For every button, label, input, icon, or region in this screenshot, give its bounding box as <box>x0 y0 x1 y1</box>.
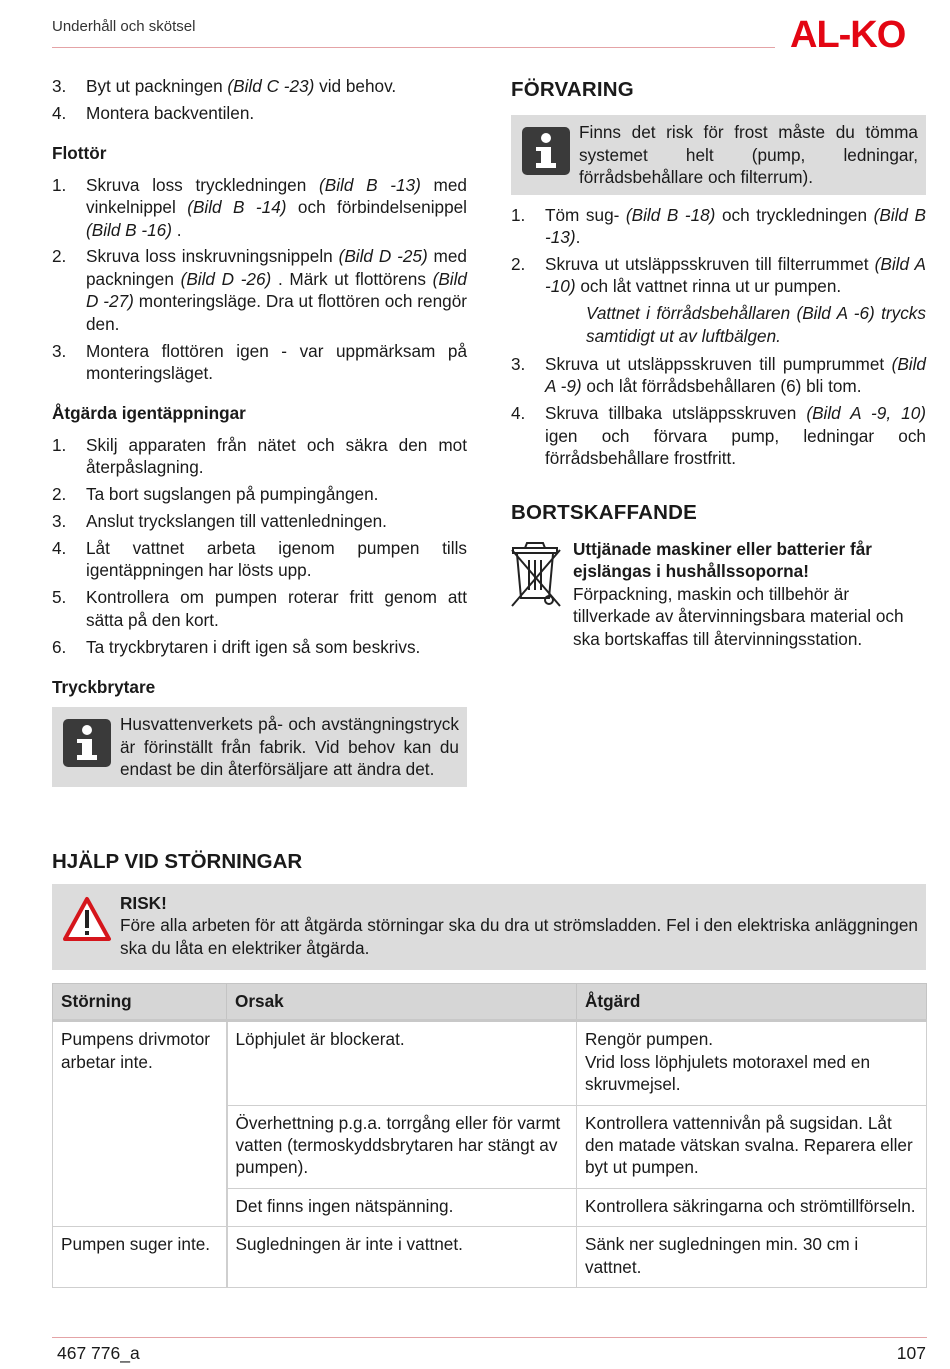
atgarda-steps <box>52 434 467 658</box>
list-item: 5. Kontrollera om pumpen roterar fritt genom att sätta på den kort. <box>52 587 467 630</box>
alko-logo <box>790 14 930 52</box>
list-item: 4. Skruva tillbaka utsläppsskruven (Bild A -9, 10) igen och förvara pump, ledningar och förrådsbehållare frostfritt. <box>511 403 926 469</box>
svg-text:AL-KO: AL-KO <box>790 14 906 52</box>
column-header: Åtgärd <box>577 984 927 1021</box>
troubleshooting-table <box>52 983 927 1288</box>
column-header: Orsak <box>227 984 577 1021</box>
page-number: 107 <box>896 1343 926 1363</box>
table-cell: Kontrollera vattennivån på sugsidan. Låt den matade vätskan svalna. Reparera eller byt ut pumpen. <box>577 1105 927 1188</box>
risk-warning <box>52 884 926 970</box>
flottor-steps <box>52 174 467 385</box>
table-cell: Pumpen suger inte. <box>53 1227 227 1288</box>
indented-note: Vattnet i förrådsbehållaren (Bild A -6) trycks samtidigt ut av luftbälgen. <box>586 303 926 346</box>
list-item: 4. Låt vattnet arbeta igenom pumpen tills igentäppningen har lösts upp. <box>52 537 467 581</box>
warning-icon <box>62 896 112 942</box>
document-number: 467 776_a <box>57 1343 140 1363</box>
subheading-flottor: Flottör <box>52 143 107 164</box>
table-header-row <box>53 984 927 1021</box>
risk-text: Före alla arbeten för att åtgärda störningar ska du dra ut strömsladden. Fel i den elektriska anläggningen ska du låta en elektriker åtgärda. <box>120 915 918 958</box>
heading-hjalp: HJÄLP VID STÖRNINGAR <box>52 850 303 873</box>
list-item: 2. Skruva loss inskruvningsnippeln (Bild D -25) med packningen (Bild D -26) . Märk ut flottörens (Bild D -27) monteringsläge. Dra ut flottören och rengör den. <box>52 246 467 334</box>
risk-title: RISK! <box>120 893 167 913</box>
heading-forvaring: FÖRVARING <box>511 78 634 101</box>
info-note-forvaring: Finns det risk för frost måste du tömma systemet helt (pump, ledningar, förrådsbehållare och filterrum). <box>511 115 926 194</box>
list-item: 3. Anslut tryckslangen till vattenledningen. <box>52 511 387 531</box>
table-cell: Kontrollera säkringarna och strömtillförseln. <box>577 1188 927 1226</box>
list-item: 3. Byt ut packningen (Bild C -23) vid behov. <box>52 76 397 96</box>
info-icon <box>522 127 570 175</box>
right-column <box>511 75 926 650</box>
table-cell: Löphjulet är blockerat. <box>227 1021 577 1105</box>
table-cell: Överhettning p.g.a. torrgång eller för varmt vatten (termoskyddsbrytaren har stängt av pumpen). <box>227 1105 577 1188</box>
list-item: 3. Montera flottören igen - var uppmärksam på monteringsläget. <box>52 340 467 383</box>
table-cell: Sänk ner sugledningen min. 30 cm i vattnet. <box>577 1227 927 1288</box>
disposal-warning: Uttjänade maskiner eller batterier får ejslängas i hushållssoporna! <box>573 539 872 582</box>
list-item: 1. Töm sug- (Bild B -18) och tryckledningen (Bild B -13). <box>511 204 927 248</box>
footer-rule <box>52 1337 927 1338</box>
table-row <box>53 1227 927 1288</box>
list-item: 1. Skruva loss tryckledningen (Bild B -13) med vinkelnippel (Bild B -14) och förbindelsenippel (Bild B -16) . <box>52 174 468 240</box>
forvaring-steps-cont <box>511 353 926 470</box>
info-icon <box>63 719 111 767</box>
forvaring-steps <box>511 204 926 298</box>
heading-bortskaffande: BORTSKAFFANDE <box>511 500 697 524</box>
table-row <box>53 1021 927 1105</box>
header-rule <box>52 47 775 48</box>
table-cell: Sugledningen är inte i vattnet. <box>227 1227 577 1288</box>
crossed-bin-icon <box>511 540 563 608</box>
list-item: 6. Ta tryckbrytaren i drift igen så som beskrivs. <box>52 636 421 657</box>
list-item: 3. Skruva ut utsläppsskruven till pumprummet (Bild A -9) och låt förrådsbehållaren (6) bli tom. <box>511 354 926 397</box>
left-column <box>52 75 467 787</box>
table-cell: Det finns ingen nätspänning. <box>227 1188 577 1226</box>
disposal-text: Förpackning, maskin och tillbehör är tillverkade av återvinningsbara material och ska bortskaffas till återvinningsstation. <box>573 583 904 649</box>
list-item: 1. Skilj apparaten från nätet och säkra den mot återpåslagning. <box>52 434 467 478</box>
valve-steps <box>52 75 467 124</box>
subheading-atgarda: Åtgärda igentäppningar <box>52 403 246 424</box>
list-item: 4. Montera backventilen. <box>52 102 255 123</box>
section-header: Underhåll och skötsel <box>52 18 196 35</box>
table-cell: Pumpens drivmotor arbetar inte. <box>53 1021 227 1227</box>
list-item: 2. Skruva ut utsläppsskruven till filterrummet (Bild A -10) och låt vattnet rinna ut ur pumpen. <box>511 253 926 297</box>
disposal-notice <box>511 538 926 650</box>
column-header: Störning <box>53 984 227 1021</box>
info-note-tryckbrytare: Husvattenverkets på- och avstängningstryck är förinställt från fabrik. Vid behov kan du endast be din återförsäljare att ändra det. <box>52 707 467 786</box>
subheading-tryckbrytare: Tryckbrytare <box>52 676 156 697</box>
list-item: 2. Ta bort sugslangen på pumpingången. <box>52 484 379 505</box>
table-cell: Rengör pumpen. Vrid loss löphjulets motoraxel med en skruvmejsel. <box>577 1021 927 1105</box>
